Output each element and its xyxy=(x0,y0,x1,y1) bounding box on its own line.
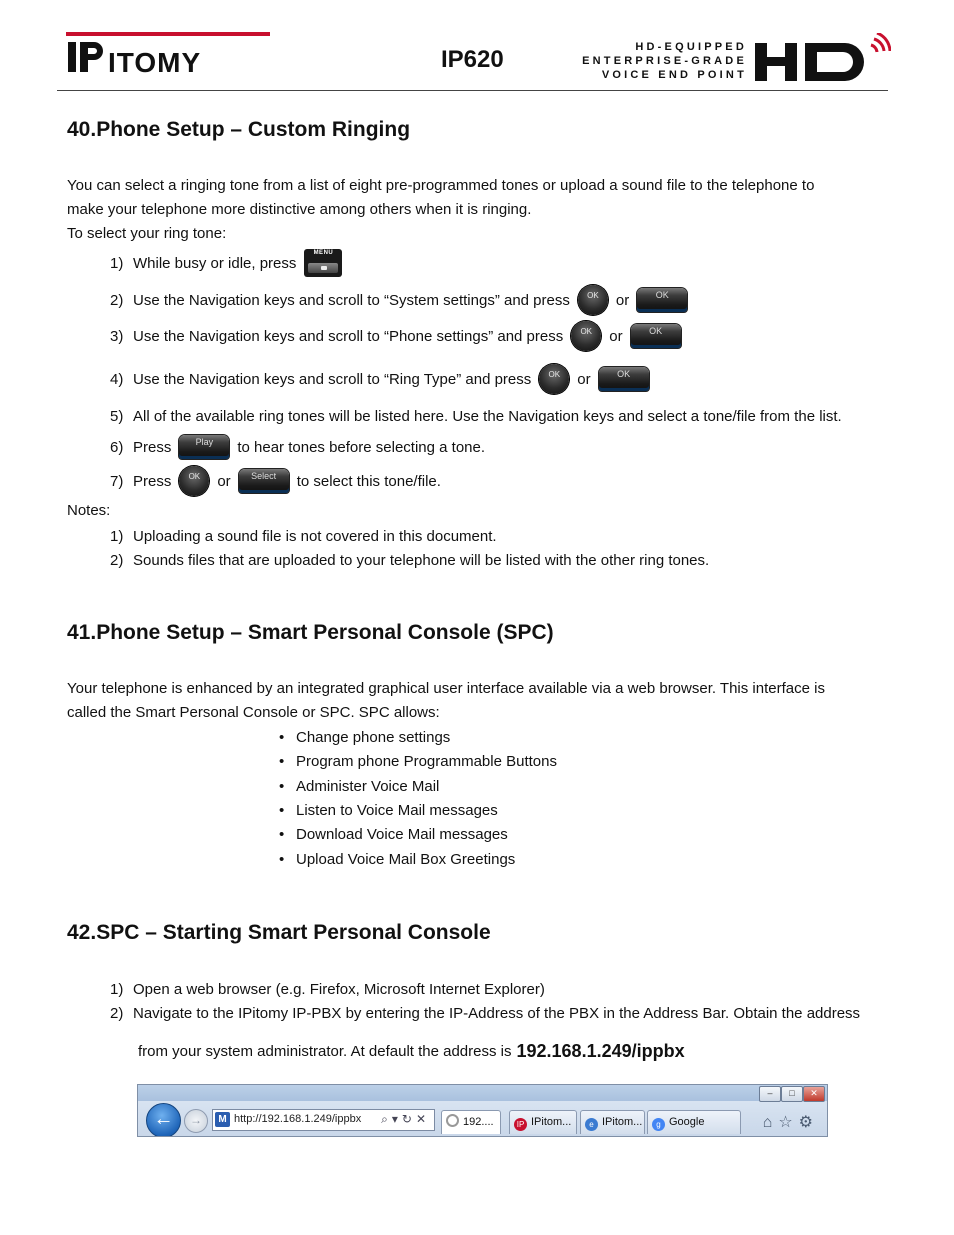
step-text: Use the Navigation keys and scroll to “Ring Type” and press xyxy=(133,370,532,388)
site-favicon-icon: M xyxy=(215,1112,230,1127)
select-softkey-icon: Select xyxy=(239,469,289,493)
step-item xyxy=(110,1001,860,1025)
bullet-item: • Administer Voice Mail xyxy=(279,778,440,795)
step-item xyxy=(110,248,342,278)
note-number: 2) xyxy=(110,551,124,569)
notes-label: Notes: xyxy=(67,502,111,519)
intro-line: To select your ring tone: xyxy=(67,225,227,242)
bullet-item: • Upload Voice Mail Box Greetings xyxy=(279,851,516,868)
loading-icon xyxy=(446,1114,459,1127)
ok-key-icon: OK xyxy=(179,466,209,496)
step-number: 3) xyxy=(110,327,124,345)
intro-line: called the Smart Personal Console or SPC. SPC allows: xyxy=(67,704,440,721)
step-text: Navigate to the IPitomy IP-PBX by entering the IP-Address of the PBX in the Address Bar. Obtain the address xyxy=(133,1004,861,1022)
browser-tab[interactable]: e IPitom... xyxy=(580,1110,645,1134)
tagline-line: ENTERPRISE-GRADE xyxy=(582,55,747,67)
note-number: 1) xyxy=(110,527,124,545)
step-number: 7) xyxy=(110,472,124,490)
step-number: 2) xyxy=(110,1004,124,1022)
step-text-after: to hear tones before selecting a tone. xyxy=(237,438,486,456)
note-text: Sounds files that are uploaded to your telephone will be listed with the other ring tones. xyxy=(133,551,710,569)
svg-text:ITOMY: ITOMY xyxy=(108,47,202,74)
step-text-after: to select this tone/file. xyxy=(296,472,441,490)
home-icon[interactable]: ⌂ xyxy=(762,1114,779,1131)
step-number: 2) xyxy=(110,291,124,309)
step-text: Open a web browser (e.g. Firefox, Microsoft Internet Explorer) xyxy=(133,980,545,998)
intro-line: make your telephone more distinctive among others when it is ringing. xyxy=(67,201,532,218)
step-item xyxy=(110,465,441,497)
ok-softkey-icon: OK xyxy=(631,324,681,348)
step-continuation xyxy=(138,1036,685,1066)
ipitomy-logo xyxy=(66,32,270,74)
browser-tab[interactable]: 192.... xyxy=(441,1110,501,1134)
ipitomy-icon: IP xyxy=(514,1118,527,1131)
step-item xyxy=(110,320,681,352)
tagline-line: HD-EQUIPPED xyxy=(635,41,747,53)
section-41-intro xyxy=(67,677,825,725)
address-bar[interactable] xyxy=(212,1109,435,1131)
ok-softkey-icon: OK xyxy=(637,288,687,312)
close-window-button[interactable]: ✕ xyxy=(803,1086,825,1102)
step-text: Press xyxy=(133,472,172,490)
section-40-heading: 40.Phone Setup – Custom Ringing xyxy=(67,118,411,141)
ok-key-icon: OK xyxy=(539,364,569,394)
note-item xyxy=(110,524,497,548)
section-40-intro xyxy=(67,174,814,246)
back-arrow-icon[interactable]: ← xyxy=(146,1103,181,1137)
gear-icon[interactable]: ⚙ xyxy=(798,1114,819,1131)
step-item xyxy=(110,284,687,316)
menu-key-icon: MENU xyxy=(304,249,342,277)
step-text: from your system administrator. At default the address is xyxy=(138,1042,512,1060)
or-text: or xyxy=(577,370,591,388)
step-item xyxy=(110,363,649,395)
step-number: 6) xyxy=(110,438,124,456)
ok-softkey-icon: OK xyxy=(599,367,649,391)
step-item xyxy=(110,404,842,428)
bullet-item: • Listen to Voice Mail messages xyxy=(279,802,498,819)
step-text: Use the Navigation keys and scroll to “Phone settings” and press xyxy=(133,327,564,345)
minimize-button[interactable]: – xyxy=(759,1086,781,1102)
step-number: 1) xyxy=(110,980,124,998)
ok-key-icon: OK xyxy=(571,321,601,351)
step-text: Use the Navigation keys and scroll to “System settings” and press xyxy=(133,291,570,309)
browser-titlebar xyxy=(138,1085,827,1101)
or-text: or xyxy=(609,327,623,345)
model-title: IP620 xyxy=(441,46,504,73)
bullet-item: • Change phone settings xyxy=(279,729,451,746)
address-tools-icon[interactable]: ⌕▾↻✕ xyxy=(381,1112,430,1126)
note-item xyxy=(110,548,709,572)
ie-page-icon: e xyxy=(585,1118,598,1131)
browser-tools xyxy=(763,1112,819,1132)
step-text: All of the available ring tones will be listed here. Use the Navigation keys and select a tone/file from the list. xyxy=(133,407,842,425)
google-icon: g xyxy=(652,1118,665,1131)
section-42-heading: 42.SPC – Starting Smart Personal Console xyxy=(67,921,491,944)
bullet-item: • Program phone Programmable Buttons xyxy=(279,753,557,770)
hd-logo xyxy=(755,33,891,83)
browser-tab[interactable]: g Google xyxy=(647,1110,741,1134)
favorites-star-icon[interactable]: ☆ xyxy=(778,1114,799,1131)
address-url: http://192.168.1.249/ippbx xyxy=(234,1113,362,1125)
header-divider xyxy=(57,90,888,91)
or-text: or xyxy=(217,472,231,490)
step-number: 5) xyxy=(110,407,124,425)
step-text: While busy or idle, press xyxy=(133,254,297,272)
step-item xyxy=(110,977,545,1001)
step-item xyxy=(110,432,485,462)
step-number: 1) xyxy=(110,254,124,272)
intro-line: You can select a ringing tone from a list of eight pre-programmed tones or upload a sound file to the telephone to xyxy=(67,177,815,194)
note-text: Uploading a sound file is not covered in this document. xyxy=(133,527,497,545)
step-number: 4) xyxy=(110,370,124,388)
ok-key-icon: OK xyxy=(578,285,608,315)
product-tagline xyxy=(582,40,747,82)
step-text: Press xyxy=(133,438,172,456)
section-41-heading: 41.Phone Setup – Smart Personal Console (SPC) xyxy=(67,621,554,644)
default-address: 192.168.1.249/ippbx xyxy=(516,1040,685,1061)
bullet-item: • Download Voice Mail messages xyxy=(279,826,508,843)
browser-toolbar-screenshot xyxy=(137,1084,828,1137)
browser-tab[interactable]: IP IPitom... xyxy=(509,1110,577,1134)
tagline-line: VOICE END POINT xyxy=(601,69,747,81)
intro-line: Your telephone is enhanced by an integrated graphical user interface available via a web browser. This interface is xyxy=(67,680,825,697)
maximize-button[interactable]: □ xyxy=(781,1086,803,1102)
or-text: or xyxy=(615,291,630,309)
play-softkey-icon: Play xyxy=(179,435,229,459)
forward-arrow-icon[interactable]: → xyxy=(184,1109,208,1133)
